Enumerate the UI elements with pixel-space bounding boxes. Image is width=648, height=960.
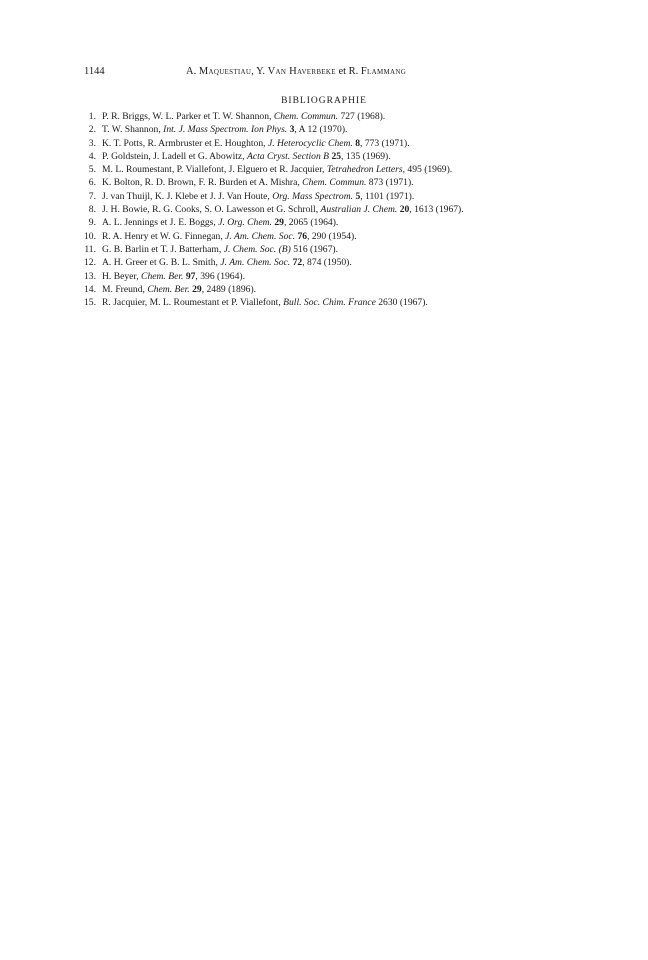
reference-text [102,123,347,136]
reference-pages-year: 516 (1967). [290,243,338,255]
reference-pages-year: , A 12 (1970). [294,124,348,136]
reference-volume: 3 [289,124,295,136]
reference-text [102,110,385,123]
reference-authors: M. L. Roumestant, P. Viallefont, J. Elguero et R. Jacquier, [102,164,327,176]
reference-number: 15. [84,297,96,309]
reference-pages-year: , 1613 (1967). [409,204,464,216]
author-initial: A. [186,66,197,77]
reference-volume: 76 [297,230,308,242]
reference-text [102,243,338,256]
page-number: 1144 [84,66,105,77]
reference-journal: Australian J. Chem. [320,204,398,216]
reference-journal: Chem. Commun. [302,177,367,189]
reference-pages-year: , 874 (1950). [302,257,352,269]
author-separator: , [251,66,254,77]
reference-authors: A. L. Jennings et J. E. Boggs, [102,217,219,229]
reference-volume: 8 [355,137,361,149]
reference-item [84,270,604,283]
reference-number: 1. [88,111,96,122]
reference-journal: J. Org. Chem. [218,217,272,229]
reference-number: 12. [84,257,96,269]
reference-text [102,203,464,216]
reference-authors: K. Bolton, R. D. Brown, F. R. Burden et A. Mishra, [102,177,303,189]
reference-text [102,150,391,163]
reference-number: 5. [88,164,96,176]
reference-text [102,163,452,176]
reference-text [102,230,357,243]
reference-authors: J. H. Bowie, R. G. Cooks, S. O. Lawesson et G. Schroll, [102,204,321,216]
reference-journal: J. Am. Chem. Soc. [225,230,296,242]
running-head-authors [186,64,406,80]
reference-item [84,176,604,189]
reference-number: 8. [88,204,96,216]
reference-journal: Chem. Commun. [273,111,339,122]
reference-text [102,216,338,229]
reference-pages-year: , 2065 (1964). [283,217,339,229]
reference-number: 6. [88,177,96,189]
reference-authors: P. R. Briggs, W. L. Parker et T. W. Shannon, [102,111,274,122]
reference-item [84,216,604,229]
reference-authors: M. Freund, [102,283,148,295]
reference-pages-year: 727 (1968). [338,111,386,122]
reference-volume: 97 [185,270,196,282]
reference-journal: Org. Mass Spectrom. [272,190,354,202]
reference-number: 13. [84,270,96,282]
reference-authors: R. Jacquier, M. L. Roumestant et P. Viallefont, [102,297,284,309]
reference-authors: P. Goldstein, J. Ladell et G. Abowitz, [102,150,247,162]
reference-journal: Bull. Soc. Chim. France [283,297,376,309]
reference-text [102,137,410,150]
reference-number: 2. [88,124,96,136]
reference-text [102,270,245,283]
reference-number: 11. [84,243,96,255]
reference-item [84,283,604,296]
reference-journal: J. Heterocyclic Chem. [267,137,353,149]
author-initial: Y. [256,66,265,77]
reference-pages-year: 2630 (1967). [375,297,428,309]
reference-item [84,137,604,150]
reference-pages-year: , 396 (1964). [195,270,245,282]
reference-text [102,283,256,296]
reference-authors: R. A. Henry et W. G. Finnegan, [102,230,226,242]
reference-pages-year: , 2489 (1896). [201,283,257,295]
reference-journal: J. Chem. Soc. (B) [223,243,291,255]
author-name: Flammang [360,66,407,77]
reference-pages-year: 873 (1971). [366,177,414,189]
reference-volume: 29 [192,283,202,295]
reference-journal: Acta Cryst. Section B [246,150,330,162]
reference-volume: 72 [292,257,303,269]
reference-number: 3. [88,137,96,149]
reference-volume: 20 [399,204,410,216]
reference-journal: J. Am. Chem. Soc. [220,257,291,269]
reference-item [84,243,604,256]
reference-volume: 29 [274,217,284,229]
reference-pages-year: , 290 (1954). [307,230,357,242]
reference-number: 4. [88,150,96,162]
author-separator: et [338,66,347,77]
reference-volume: 5 [355,190,361,202]
reference-journal: Tetrahedron Letters [326,164,403,176]
author-initial: R. [348,66,359,77]
reference-journal: Chem. Ber. [141,270,184,282]
reference-volume: 25 [331,150,342,162]
reference-number: 9. [88,217,96,229]
reference-number: 14. [84,283,96,295]
reference-item [84,256,604,269]
reference-text [102,296,428,309]
reference-journal: Int. J. Mass Spectrom. Ion Phys. [163,124,288,136]
section-title: BIBLIOGRAPHIE [281,96,367,106]
reference-authors: K. T. Potts, R. Armbruster et E. Houghton, [102,137,268,149]
author-name: Maquestiau [198,66,252,77]
reference-pages-year: , 495 (1969). [402,164,453,176]
reference-item [84,203,604,216]
reference-authors: H. Beyer, [102,270,142,282]
reference-item [84,123,604,136]
reference-journal: Chem. Ber. [147,283,190,295]
reference-item [84,150,604,163]
reference-number: 10. [84,230,96,242]
author-name: Van Haverbeke [267,66,336,77]
reference-text [102,190,414,203]
reference-authors: G. B. Barlin et T. J. Batterham, [102,243,224,255]
reference-pages-year: , 1101 (1971). [360,190,415,202]
reference-item [84,163,604,176]
reference-list [84,110,604,309]
reference-pages-year: , 135 (1969). [341,150,391,162]
reference-authors: J. van Thuijl, K. J. Klebe et J. J. Van Houte, [102,190,273,202]
reference-authors: A. H. Greer et G. B. L. Smith, [102,257,221,269]
reference-item [84,296,604,309]
reference-item [84,110,604,123]
reference-authors: T. W. Shannon, [102,124,164,136]
reference-pages-year: , 773 (1971). [360,137,410,149]
reference-text [102,256,352,269]
reference-item [84,190,604,203]
reference-item [84,230,604,243]
reference-number: 7. [88,190,96,202]
running-head [84,64,564,80]
reference-text [102,176,414,189]
